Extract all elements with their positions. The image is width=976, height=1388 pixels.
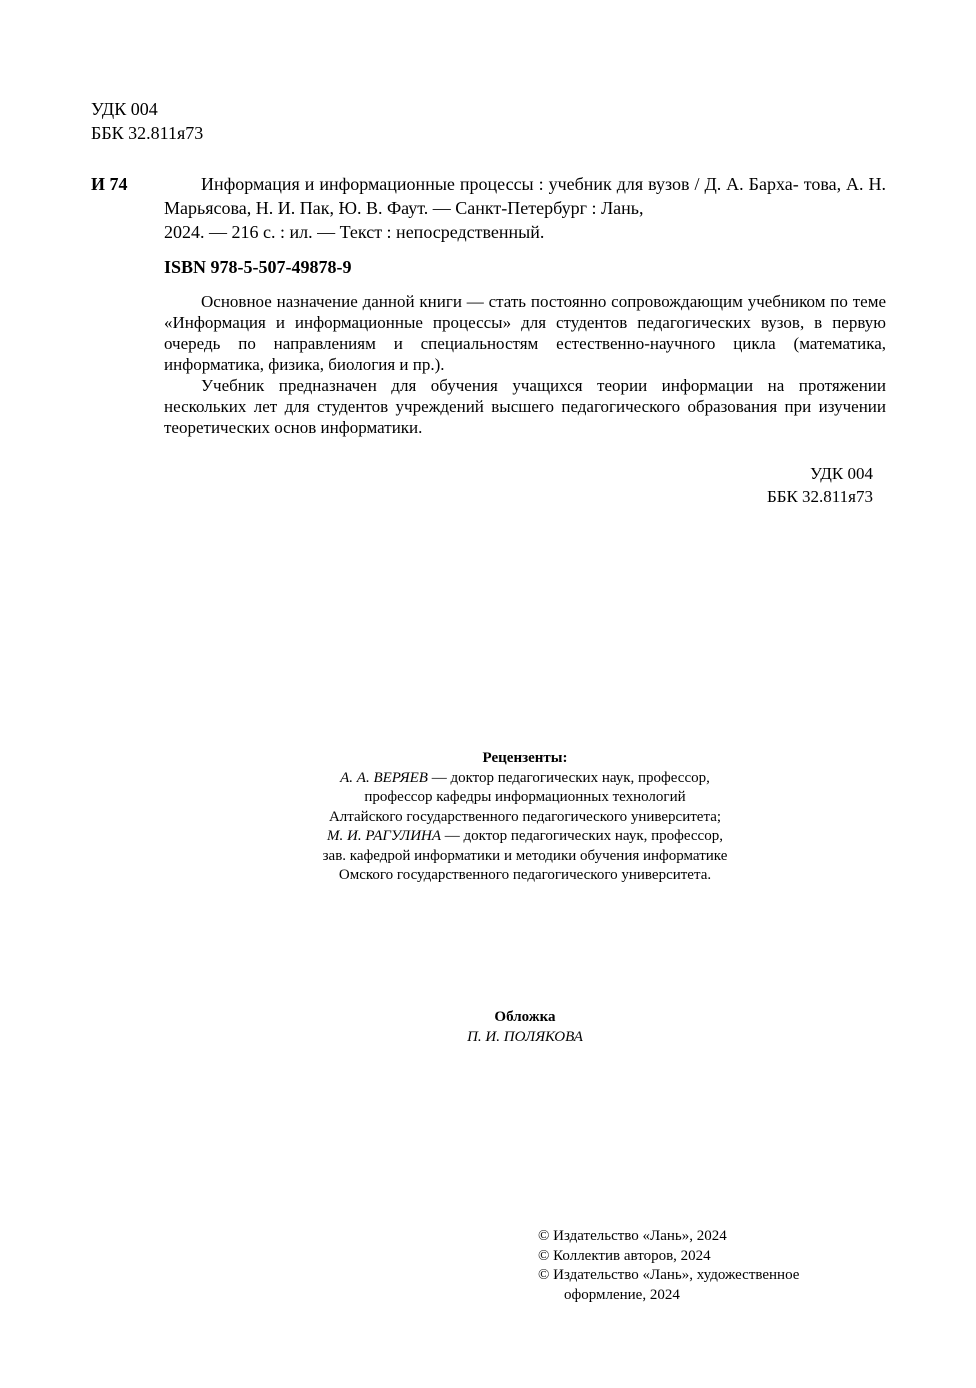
- isbn: ISBN 978-5-507-49878-9: [164, 257, 352, 277]
- bib-line-3: 2024. — 216 с. : ил. — Текст : непосредственный.: [164, 222, 545, 242]
- reviewer-1-title: — доктор педагогических наук, профессор,: [427, 769, 710, 786]
- bib-line-1: Информация и информационные процессы : учебник для вузов / Д. А. Барха-: [201, 174, 799, 194]
- reviewer-1-name: А. А. ВЕРЯЕВ: [340, 769, 428, 786]
- bbk-code: ББК 32.811я73: [91, 123, 204, 143]
- bbk-code-right: ББК 32.811я73: [766, 487, 873, 506]
- copyright-line-2: © Коллектив авторов, 2024: [538, 1247, 711, 1264]
- reviewer-2-line-1: [200, 827, 850, 847]
- right-classification-codes: [767, 462, 873, 508]
- reviewers-block: [200, 749, 850, 886]
- copyright-line-4: оформление, 2024: [564, 1286, 680, 1303]
- annotation-paragraph-2: Учебник предназначен для обучения учащихся теории информации на протяжении нескольких лет для студентов учреждений высшего педагогического образования при изучении теоретических основ информатики.: [164, 376, 886, 437]
- bib-line-2: това, А. Н. Марьясова, Н. И. Пак, Ю. В. Фаут. — Санкт-Петербург : Лань,: [164, 174, 886, 218]
- reviewer-2-title: — доктор педагогических наук, профессор,: [441, 828, 723, 844]
- author-mark: И 74: [91, 174, 128, 194]
- annotation: [164, 291, 886, 438]
- cover-designer-name: П. И. ПОЛЯКОВА: [467, 1028, 583, 1045]
- bibliographic-entry: [164, 172, 886, 244]
- copyright-line-1: © Издательство «Лань», 2024: [538, 1228, 727, 1244]
- reviewer-1-line-3: Алтайского государственного педагогического университета;: [328, 808, 722, 825]
- top-classification-codes: [91, 97, 203, 145]
- udk-code-right: УДК 004: [809, 464, 873, 483]
- copyright-line-3: © Издательство «Лань», художественное: [538, 1267, 800, 1283]
- udk-code: УДК 004: [91, 99, 158, 119]
- reviewers-heading: Рецензенты:: [482, 750, 568, 766]
- cover-credit: [300, 1008, 750, 1047]
- reviewer-1-line-1: [200, 769, 850, 789]
- copyright-block: [538, 1227, 799, 1305]
- cover-heading: Обложка: [494, 1009, 556, 1025]
- annotation-paragraph-1: Основное назначение данной книги — стать постоянно сопровождающим учебником по теме «Информация и информационные процессы» для студентов педагогических вузов, в первую очередь по направлениям и специальностям естественно-научного цикла (математика, информатика, физика, биология и пр.).: [164, 292, 886, 374]
- reviewer-2-name: М. И. РАГУЛИНА: [327, 828, 442, 844]
- reviewer-2-line-3: Омского государственного педагогического университета.: [338, 867, 712, 883]
- reviewer-1-line-2: профессор кафедры информационных технологий: [364, 789, 686, 805]
- reviewer-2-line-2: зав. кафедрой информатики и методики обучения информатике: [322, 847, 728, 864]
